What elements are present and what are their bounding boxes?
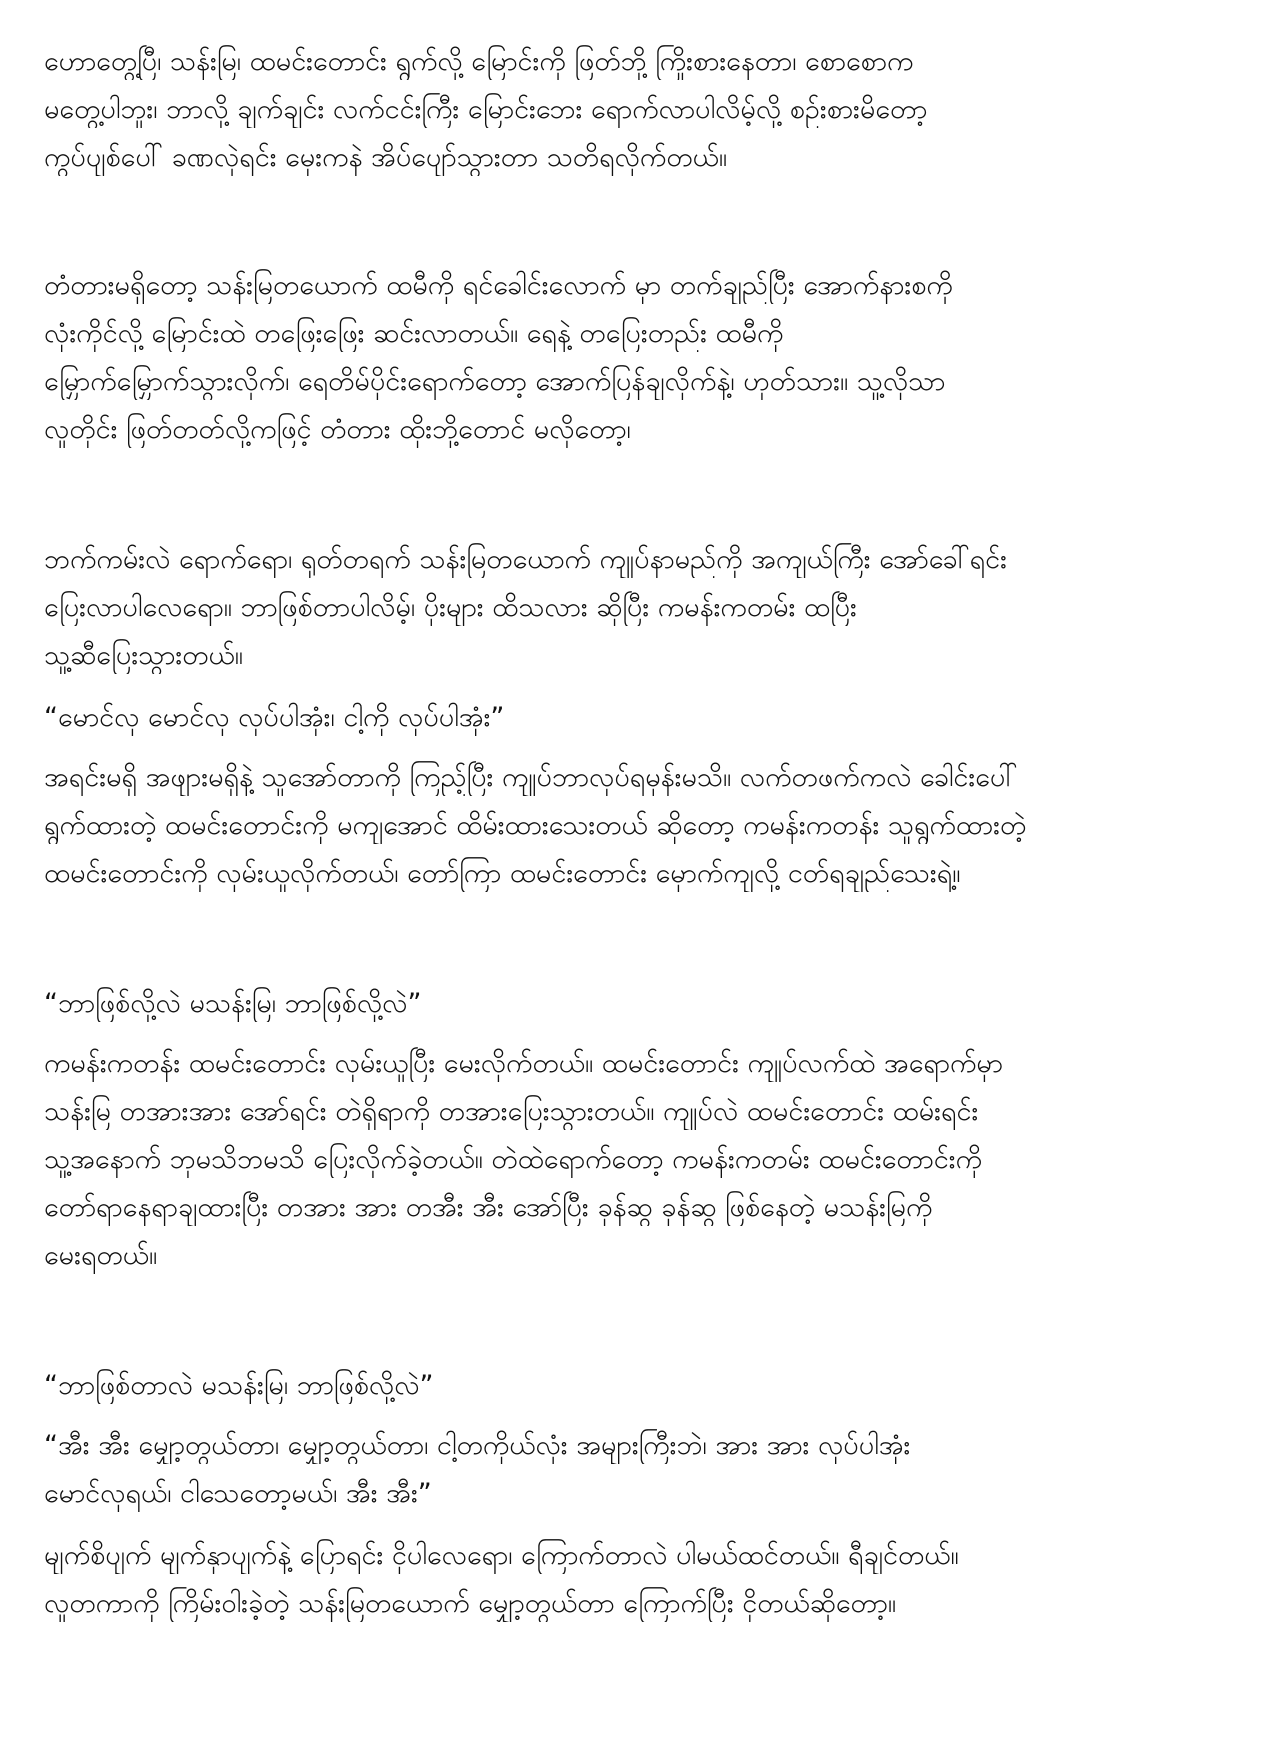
text-line: ကမန်းကတန်း ထမင်းတောင်း လှမ်းယူပြီး မေးလိုက်တယ်။ ထမင်းတောင်း ကျုပ်လက်ထဲ အရောက်မှာ bbox=[44, 1048, 1003, 1079]
text-line: မေးရတယ်။ bbox=[44, 1240, 158, 1271]
text-line: မြှောက်မြှောက်သွားလိုက်၊ ရေတိမ်ပိုင်းရောက်တော့ အောက်ပြန်ချလိုက်နဲ့၊ ဟုတ်သား။ သူ့လိုသာ bbox=[44, 366, 946, 397]
text-line: ပြေးလာပါလေရော။ ဘာဖြစ်တာပါလိမ့်၊ ပိုးများ ထိသလား ဆိုပြီး ကမန်းကတမ်း ထပြီး bbox=[44, 592, 857, 623]
text-line: သူ့ဆီပြေးသွားတယ်။ bbox=[44, 640, 243, 671]
text-line: ကွပ်ပျစ်ပေါ် ခဏလှဲရင်း မှေးကနဲ အိပ်ပျော်သွားတာ သတိရလိုက်တယ်။ bbox=[44, 142, 727, 173]
dialogue-line: “မောင်လှ မောင်လှ လုပ်ပါအုံး၊ ငါ့ကို လုပ်ပါအုံး” bbox=[44, 702, 505, 733]
dialogue-line: “ဘာဖြစ်တာလဲ မသန်းမြ၊ ဘာဖြစ်လို့လဲ” bbox=[44, 1370, 434, 1401]
text-line: တော်ရာနေရာချထားပြီး တအား အား တအီး အီး အော်ပြီး ခုန်ဆွ ခုန်ဆွ ဖြစ်နေတဲ့ မသန်းမြကို bbox=[44, 1192, 933, 1223]
text-line: လူတကာကို ကြိမ်းဝါးခဲ့တဲ့ သန်းမြတယောက် မျှော့တွယ်တာ ကြောက်ပြီး ငိုတယ်ဆိုတော့။ bbox=[44, 1588, 897, 1619]
text-line: အရင်းမရှိ အဖျားမရှိနဲ့ သူအော်တာကို ကြည့်ပြီး ကျုပ်ဘာလုပ်ရမှန်းမသိ။ လက်တဖက်ကလဲ ခေါင်းပေါ် bbox=[44, 762, 1018, 793]
text-line: ထမင်းတောင်းကို လှမ်းယူလိုက်တယ်၊ တော်ကြာ ထမင်းတောင်း မှောက်ကျလို့ ငတ်ရချည်သေးရဲ့။ bbox=[44, 858, 961, 889]
text-line: မတွေ့ပါဘူး၊ ဘာလို့ ချက်ချင်း လက်ငင်းကြီး မြောင်းဘေး ရောက်လာပါလိမ့်လို့ စဉ်းစားမိတော့ bbox=[44, 94, 928, 125]
text-line: ဟောတွေ့ပြီ၊ သန်းမြ၊ ထမင်းတောင်း ရွက်လို့ မြောင်းကို ဖြတ်ဘို့ ကြိုးစားနေတာ၊ စောစောက bbox=[44, 46, 914, 77]
text-line: လူတိုင်း ဖြတ်တတ်လို့ကဖြင့် တံတား ထိုးဘို့တောင် မလိုတော့၊ bbox=[44, 414, 631, 445]
text-line: လုံးကိုင်လို့ မြောင်းထဲ တဖြေးဖြေး ဆင်းလာတယ်။ ရေနဲ့ တပြေးတည်း ထမီကို bbox=[44, 318, 784, 349]
text-line: မျက်စိပျက် မျက်နှာပျက်နဲ့ ပြောရင်း ငိုပါလေရော၊ ကြောက်တာလဲ ပါမယ်ထင်တယ်။ ရီချင်တယ်။ bbox=[44, 1540, 959, 1571]
text-line: သန်းမြ တအားအား အော်ရင်း တဲရှိရာကို တအားပြေးသွားတယ်။ ကျုပ်လဲ ထမင်းတောင်း ထမ်းရင်း bbox=[44, 1096, 979, 1127]
dialogue-line: မောင်လှရယ်၊ ငါသေတော့မယ်၊ အီး အီး” bbox=[44, 1478, 432, 1509]
text-line: ရွက်ထားတဲ့ ထမင်းတောင်းကို မကျအောင် ထိမ်းထားသေးတယ် ဆိုတော့ ကမန်းကတန်း သူရွက်ထားတဲ့ bbox=[44, 810, 1027, 841]
dialogue-line: “ဘာဖြစ်လို့လဲ မသန်းမြ၊ ဘာဖြစ်လို့လဲ” bbox=[44, 988, 422, 1019]
text-line: သူ့အနောက် ဘုမသိဘမသိ ပြေးလိုက်ခဲ့တယ်။ တဲထဲရောက်တော့ ကမန်းကတမ်း ထမင်းတောင်းကို bbox=[44, 1144, 983, 1175]
text-line: တံတားမရှိတော့ သန်းမြတယောက် ထမီကို ရင်ခေါင်းလောက် မှာ တက်ချည်ပြီး အောက်နားစကို bbox=[44, 270, 953, 301]
text-line: ဘက်ကမ်းလဲ ရောက်ရော၊ ရုတ်တရက် သန်းမြတယောက် ကျုပ်နာမည်ကို အကျယ်ကြီး အော်ခေါ်ရင်း bbox=[44, 544, 1008, 575]
dialogue-line: “အီး အီး မျှော့တွယ်တာ၊ မျှော့တွယ်တာ၊ ငါ့တကိုယ်လုံး အများကြီးဘဲ၊ အား အား လုပ်ပါအုံး bbox=[44, 1430, 911, 1461]
